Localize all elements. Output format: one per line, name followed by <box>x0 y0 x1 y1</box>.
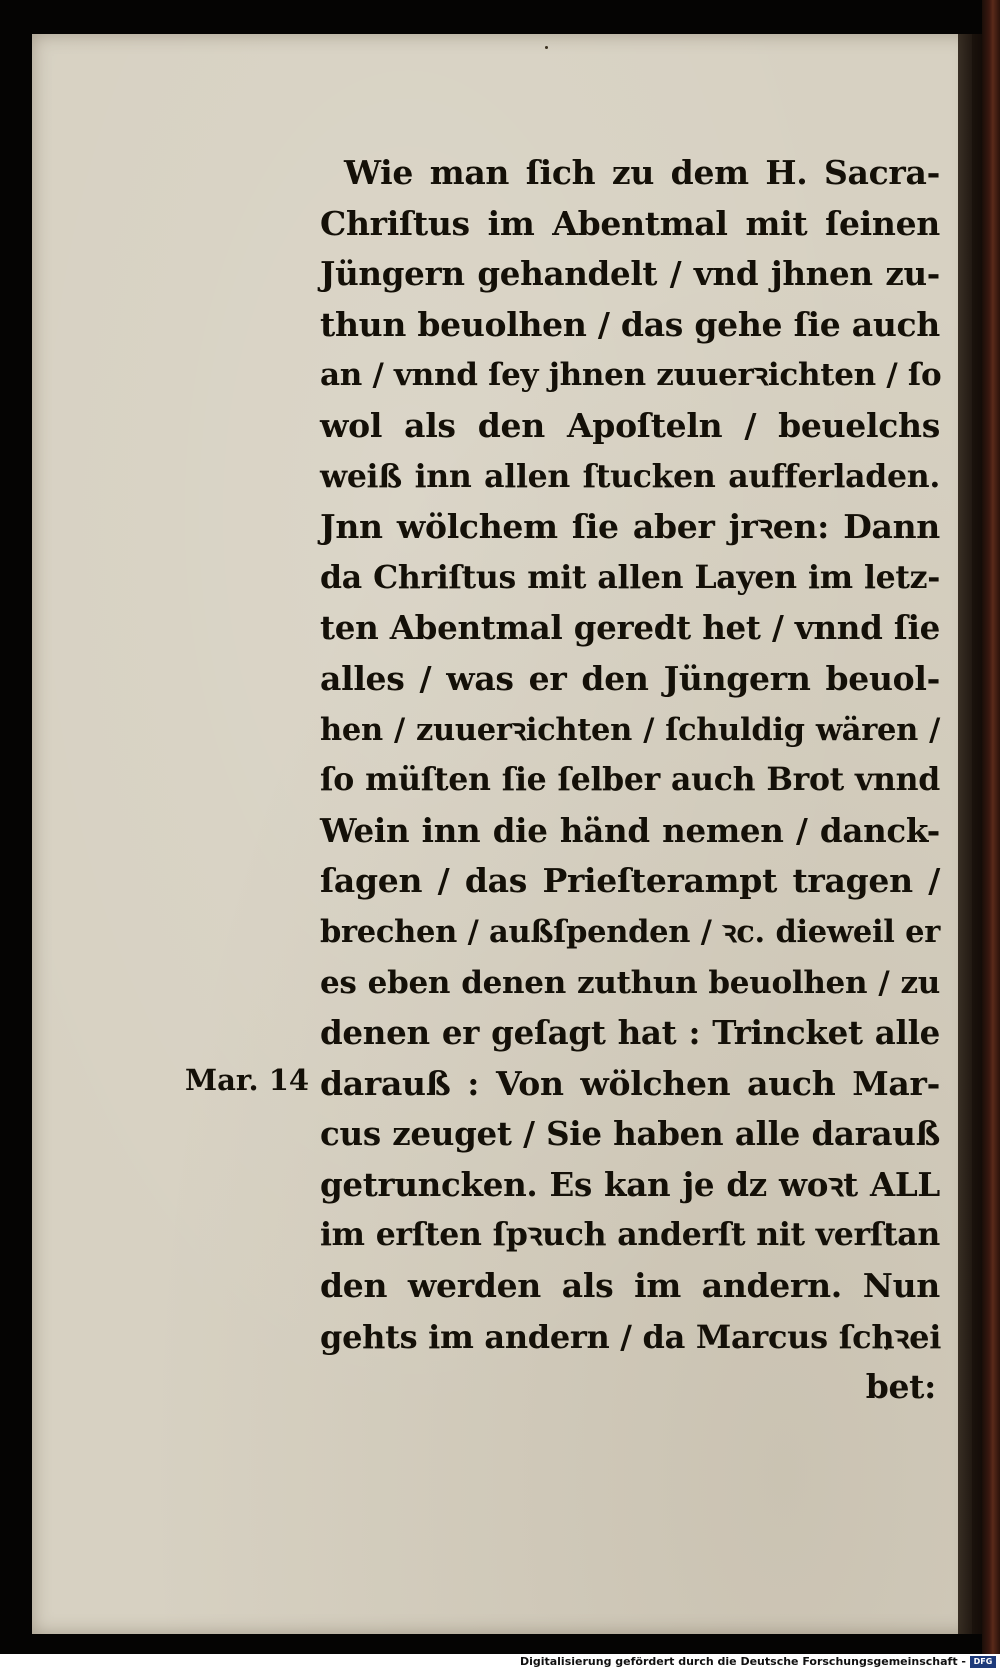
text-line: alles / was er den Jüngern beuol- <box>320 658 940 698</box>
digitization-footer <box>0 1654 1000 1670</box>
text-line: Jüngern gehandelt / vnd jhnen zu- <box>320 254 940 294</box>
footer-credit: Digitalisierung gefördert durch die Deutsche Forschungsgemeinschaft - <box>519 1655 966 1668</box>
text-line: es eben denen zuthun beuolhen / zu <box>320 964 940 1001</box>
catchword: bet: <box>865 1367 936 1407</box>
text-line: Jnn wölchem ſie aber jrꝛen: Dann <box>320 507 940 547</box>
page-gutter-shadow <box>958 34 982 1634</box>
text-line: wol als den Apoſteln / beuelchs <box>320 405 940 445</box>
text-line: Wein inn die händ nemen / danck- <box>320 810 940 850</box>
text-line: weiß inn allen ſtucken aufferladen. <box>320 457 940 495</box>
text-line: hen / zuuerꝛichten / ſchuldig wären / <box>320 711 940 748</box>
body-text <box>320 148 940 1413</box>
binding-edge <box>982 0 1000 1660</box>
text-line: den werden als im andern. Nun <box>320 1266 940 1306</box>
text-line: ſo müſten ſie ſelber auch Brot vnnd <box>320 761 940 799</box>
text-line: ten Abentmal geredt het / vnnd ſie <box>320 608 940 648</box>
text-line: im erſten ſpꝛuch anderſt nit verſtan <box>320 1216 940 1254</box>
text-line: ſagen / das Prieſterampt tragen / <box>320 861 940 901</box>
text-line: cus zeuget / Sie haben alle darauß <box>320 1114 940 1154</box>
text-line: Chriſtus im Abentmal mit ſeinen <box>320 203 940 243</box>
marginal-reference: Mar. 14 <box>185 1063 310 1097</box>
dfg-logo-icon: DFG <box>970 1656 996 1668</box>
text-line: an / vnnd ſey jhnen zuuerꝛichten / ſo <box>320 357 942 394</box>
text-line: getruncken. Es kan je dz woꝛt ALL <box>320 1164 940 1204</box>
text-line: da Chriſtus mit allen Layen im letz- <box>320 558 940 596</box>
text-line: darauß : Von wölchen auch Mar- <box>320 1063 940 1103</box>
text-line: thun beuolhen / das gehe ſie auch <box>320 304 940 344</box>
text-line: Wie man ſich zu dem H. Sacra- <box>344 153 940 192</box>
page-speck <box>545 46 548 49</box>
text-line: denen er geſagt hat : Trincket alle <box>320 1013 940 1053</box>
text-line: brechen / außſpenden / ꝛc. dieweil er <box>320 913 940 950</box>
text-line: gehts im andern / da Marcus ſchꝛei <box>320 1317 942 1356</box>
